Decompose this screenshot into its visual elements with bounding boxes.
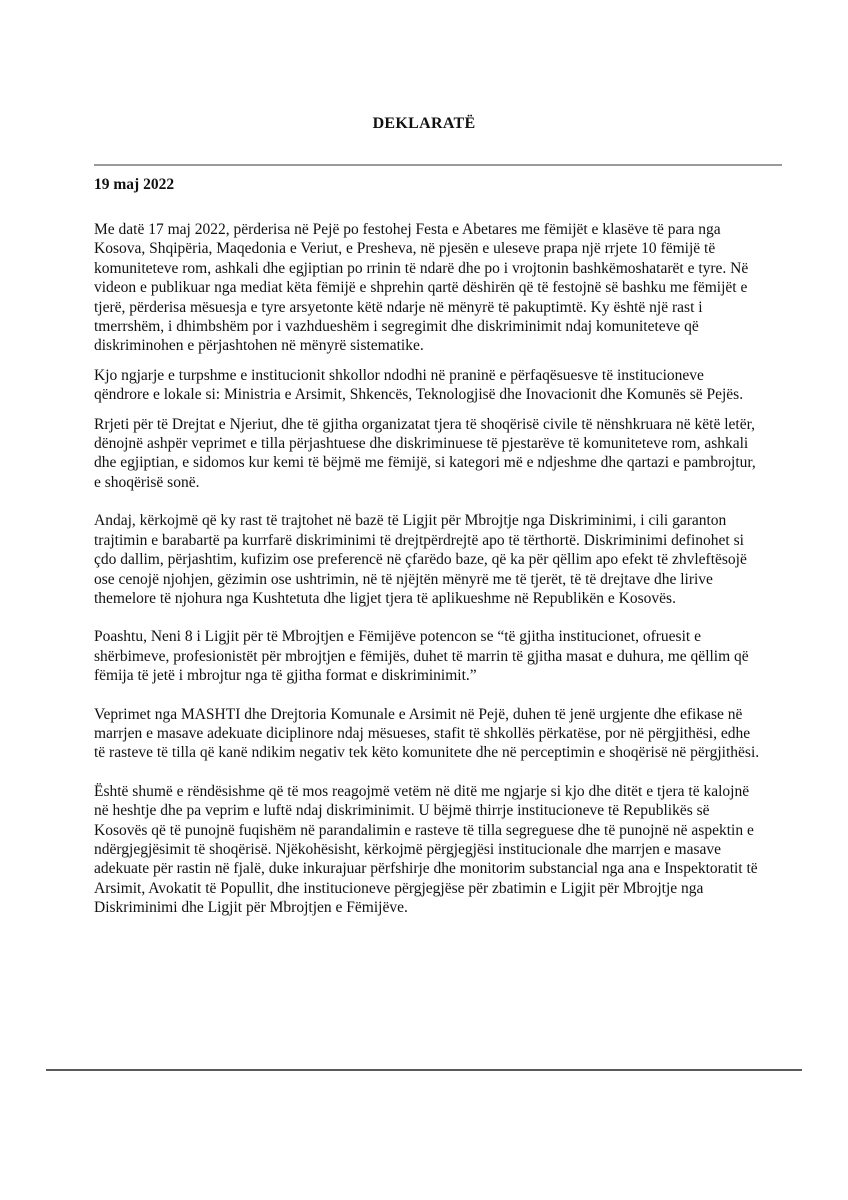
footer-divider (46, 1069, 802, 1071)
paragraph-6: Veprimet nga MASHTI dhe Drejtoria Komunale e Arsimit në Pejë, duhen të jenë urgjente dhe efikase në marrjen e masave adekuate diciplinore ndaj mësueses, stafit të shkollës përkatëse, por në përgjithësi, edhe të rasteve të tilla që kanë ndikim negativ tek këto komunitete dhe në perceptimin e shoqërisë në përgjithësi. (94, 705, 760, 762)
header-divider (94, 164, 782, 166)
paragraph-1: Me datë 17 maj 2022, përderisa në Pejë po festohej Festa e Abetares me fëmijët e klasëve të para nga Kosova, Shqipëria, Maqedonia e Veriut, e Presheva, në pjesën e uleseve prapa një rrjete 10 fëmijë të komuniteteve rom, ashkali dhe egjiptian po rrinin të ndarë dhe po i vrojtonin bashkëmoshatarët e tyre. Në videon e publikuar nga mediat këta fëmijë e shprehin qartë dëshirën që të festojnë së bashku me fëmijët e tjerë, përderisa mësuesja e tyre arsyetonte këtë ndarje në mënyrë të pakuptimtë. Ky është një rast i tmerrshëm, i dhimbshëm por i vazhdueshëm i segregimit dhe diskriminimit ndaj komuniteteve që diskriminohen e përjashtohen në mënyrë sistematike. (94, 221, 749, 355)
document-title: DEKLARATË (372, 115, 476, 132)
paragraph-3: Rrjeti për të Drejtat e Njeriut, dhe të gjitha organizatat tjera të shoqërisë civile të nënshkruara në këtë letër, dënojnë ashpër veprimet e tilla përjashtuese dhe diskriminuese të pjestarëve të komuniteteve rom, ashkali dhe egjiptian, e sidomos kur kemi të bëjmë me fëmijë, si kategori më e ndjeshme dhe qartazi e pambrojtur, e shoqërisë sonë. (94, 415, 756, 491)
paragraph-7: Është shumë e rëndësishme që të mos reagojmë vetëm në ditë me ngjarje si kjo dhe ditët e tjera të kalojnë në heshtje dhe pa veprim e luftë ndaj diskriminimit. U bëjmë thirrje institucioneve të Republikës së Kosovës që të punojnë fuqishëm në parandalimin e rasteve të tilla segreguese dhe të punojnë në aspektin e ndërgjegjësimit të shoqërisë. Njëkohësisht, kërkojmë përgjegjësi institucionale dhe marrjen e masave adekuate për rastin në fjalë, duke inkurajuar përfshirje dhe monitorim substancial nga ana e Inspektoratit të Arsimit, Avokatit të Popullit, dhe institucioneve përgjegjëse për zbatimin e Ligjit për Mbrojtje nga Diskriminimi dhe Ligjit për Mbrojtjen e Fëmijëve. (94, 782, 758, 917)
document-date: 19 maj 2022 (94, 176, 175, 193)
paragraph-2: Kjo ngjarje e turpshme e institucionit shkollor ndodhi në praninë e përfaqësuesve të institucioneve qëndrore e lokale si: Ministria e Arsimit, Shkencës, Teknologjisë dhe Inovacionit dhe Komunës së Pejës. (94, 366, 744, 404)
paragraph-4: Andaj, kërkojmë që ky rast të trajtohet në bazë të Ligjit për Mbrojtje nga Diskriminimi, i cili garanton trajtimin e barabartë pa kurrfarë diskriminimi të drejtpërdrejtë apo të tërthortë. Diskriminimi definohet si çdo dallim, përjashtim, kufizim ose preferencë në çfarëdo baze, që ka për qëllim apo efekt të zhvleftësojë ose cenojë njohjen, gëzimin ose ushtrimin, në të njëjtën mënyrë me të tjerët, të të drejtave dhe lirive themelore të njohura nga Kushtetuta dhe ligjet tjera të aplikueshme në Republikën e Kosovës. (94, 512, 747, 607)
paragraph-5: Poashtu, Neni 8 i Ligjit për të Mbrojtjen e Fëmijëve potencon se “të gjitha institucionet, ofruesit e shërbimeve, profesionistët për mbrojtjen e fëmijës, duhet të marrin të gjitha masat e duhura, me qëllim që fëmija të jetë i mbrojtur nga të gjitha format e diskriminimit.” (94, 628, 749, 685)
document-body (94, 220, 762, 918)
